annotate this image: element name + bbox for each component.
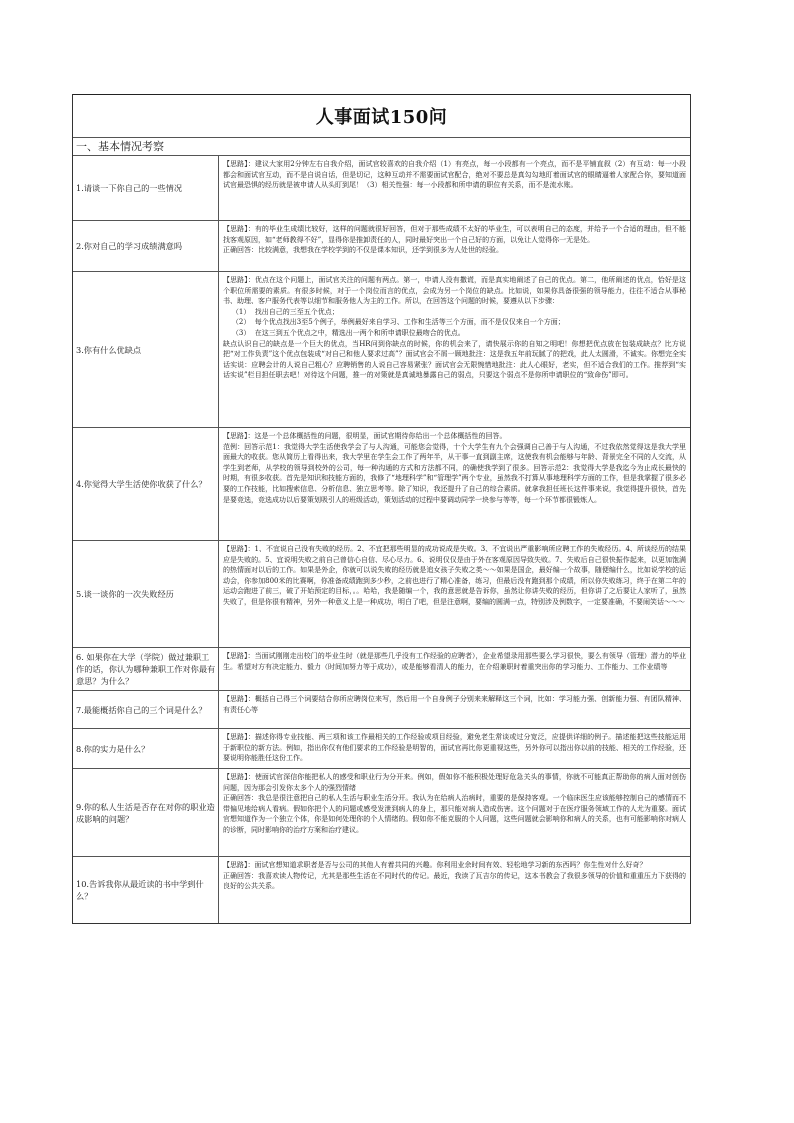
question-cell — [73, 272, 219, 427]
section-heading: 一、基本情况考察 — [73, 138, 690, 156]
qa-row — [73, 156, 690, 221]
question-text: 3.你有什么优缺点 — [76, 344, 142, 355]
answer-text: 【思路】：使面试官深信你能把私人的感受和职业行为分开来。例如，假如你不能积极处理好危急关头的事情，你就不可能真正帮助你的病人面对创伤问题，因为那会引发你太多个人的强烈情绪 正确回答：我总是很注意把自己的私人生活与职业生活分开。我认为在给病人治病时，重要的是保持客观。一个临床医生应该能够控制自己的感情而不带偏见地给病人看病。假如你把个人的问题或感受发泄到病人的身上，那只能对病人造成伤害。这个问题对于在医疗服务领域工作的人尤为重要。面试官想知道作为一个独立个体，你是如何处理你的个人情绪的。假如你不能克服的个人问题，这些问题就会影响你和病人的关系，也有可能影响你对病人的诊断，同时影响你的治疗方案和治疗建议。 — [223, 773, 686, 834]
question-cell — [73, 648, 219, 690]
question-cell — [73, 541, 219, 647]
answer-cell — [219, 428, 690, 540]
question-cell — [73, 769, 219, 856]
answer-text: 【思路】：建议大家用2分钟左右自我介绍，面试官较喜欢的自我介绍（1）有亮点，每一小段都有一个亮点，而不是平铺直叙（2）有互动：每一小段都会和面试官互动，而不是自说自话，但是切记，这种互动并不需要面试官配合，绝对不要总是真勾勾地盯着面试官的眼睛逼着人家配合你，要知道面试官最恐惧的经历就是被申请人从头盯到尾！（3）相关性强：每一小段都和所申请的职位有关系，而不是流水账。 — [223, 160, 686, 190]
question-text: 6. 如果你在大学（学院）做过兼职工作的话，你认为哪种兼职工作对你最有意思？为什么？ — [76, 652, 216, 686]
question-text: 9.你的私人生活是否存在对你的职业造成影响的问题？ — [76, 801, 215, 824]
qa-row — [73, 541, 690, 648]
answer-text: 【思路】：概括自己得三个词要结合你所应聘岗位来写，然后用一个自身例子分别来来解释这三个词，比如：学习能力强、创新能力强、有团队精神、有责任心等 — [223, 695, 686, 714]
question-cell — [73, 857, 219, 923]
question-text: 4.你觉得大学生活使你收获了什么？ — [76, 479, 207, 489]
qa-row — [73, 857, 690, 923]
question-text: 10.告诉我你从最近读的书中学到什么？ — [76, 879, 204, 901]
qa-row — [73, 428, 690, 541]
question-cell — [73, 428, 219, 540]
answer-cell — [219, 857, 690, 923]
answer-text: 【思路】：描述你得专业技能、两三项和该工作最相关的工作经验或项目经验，避免老生常谈或过分宽泛，应提供详细的例子。描述能把这些技能运用于新职位的新方法。例如，指出你仅有他们要求的工作经验是明智的，面试官再比你更重视这些，另外你可以指出你以前的技能、相关的工作经验，还要说明你能胜任这份工作。 — [223, 733, 686, 763]
answer-cell — [219, 729, 690, 768]
question-cell — [73, 221, 219, 271]
answer-cell — [219, 156, 690, 220]
qa-row — [73, 221, 690, 272]
answer-text: 【思路】：1、不宜说自己没有失败的经历。2、不宜把那些明显的成功说成是失败。3、不宜说出严重影响所应聘工作的失败经历。4、所谈经历的结果应是失败的。5、宜说明失败之前自己曾信心自信、尽心尽力。6、说明仅仅是由于外在客观原因导致失败。7、失败后自己很快振作起来，以更加饱满的热情面对以后的工作。如果是外企，你就可以说失败的经历就是追女孩子失败之类～～如果是国企，最好编一个故事，随便编什么，比如说学校的运动会，你参加800米的比赛啊，你准备成绩跑到多少秒，之前也进行了精心准备，练习，但最后没有跑到那个成绩，所以你失败练习，终于在第二年的运动会跑进了前三，破了开始预定的目标，。。哈哈，我是随编一个，我的意思就是告诉你，虽然让你讲失败的经历，但你讲了之后要让人家听了，虽然失败了，但是你很有精神，另外一种意义上是一种成功，明白了吧，但是注意啊，要编的圆满一点，特别涉及例数字，一定要准确，不要闹笑话～～～ — [223, 545, 686, 606]
question-text: 1.请谈一下你自己的一些情况 — [76, 183, 183, 193]
qa-row — [73, 691, 690, 729]
qa-row — [73, 648, 690, 691]
question-text: 2.你对自己的学习成绩满意吗 — [76, 241, 183, 251]
question-text: 7.最能概括你自己的三个词是什么？ — [76, 704, 207, 715]
interview-sheet — [72, 94, 691, 924]
question-text: 5.谈一谈你的一次失败经历 — [76, 589, 174, 599]
answer-cell — [219, 648, 690, 690]
answer-cell — [219, 541, 690, 647]
question-text: 8.你的实力是什么？ — [76, 743, 150, 754]
question-cell — [73, 156, 219, 220]
answer-text: 【思路】：有的毕业生成绩比较好，这样的问题就很好回答，但对于那些成绩不太好的毕业生，可以表明自己的态度，并给予一个合适的理由，但不能找客观原因，如“老师教得不好”，显得你是推卸责任的人，同时最好突出一个自己好的方面，以免让人觉得你一无是处。 正确回答：比较满意，我想我在学校学到的不仅是课本知识，还学到很多为人处世的经验。 — [223, 225, 686, 255]
answer-text: 【思路】：这是一个总体概括性的问题，很明显，面试官期待你给出一个总体概括性的回答。 范例：回答示范1：我觉得大学生活使我学会了与人沟通，可能您会觉得，十个大学生有九个会强调自己善于与人沟通，不过我依然觉得这是我大学里面最大的收获。您从简历上看得出来，我大学里在学生会工作了两年半，从干事一直到副主席，这使我有机会能够与年龄、背景完全不同的人交流，从学生到老师，从学校的领导到校外的公司，每一种沟通的方式和方法都不同，的确使我学到了很多。回答示范2：我觉得大学是我迄今为止成长最快的时期，有很多收获。首先是知识和技能方面的，我修了“地理科学”和“管理学”两个专业，虽然我不打算从事地理科学方面的工作，但是我掌握了很多必要的工作技能，比如搜索信息、分析信息、独立思考等。除了知识，我还提升了自己的综合素质。就拿我担任班长这件事来说，我觉得提升很快，首先是要竞选，竞选成功以后要策划吸引人的班级活动，策划活动的过程中要调动同学一块参与等等，每一个环节都很锻炼人。 — [223, 432, 686, 504]
answer-cell — [219, 272, 690, 427]
answer-cell — [219, 769, 690, 856]
answer-cell — [219, 691, 690, 728]
document-title: 人事面试150问 — [73, 94, 690, 138]
qa-row — [73, 272, 690, 428]
answer-text: 【思路】：面试官想知道求职者是否与公司的其他人有着共同的兴趣。你利用业余时间有效、轻松地学习新的东西吗？你生性对什么好奇？ 正确回答：我喜欢读人物传记，尤其是那些生活在不同时代的传记。最近，我读了瓦吉尔的传记，这本书教会了我很多领导的价值和重重压力下获得的良好的公共关系。 — [223, 861, 686, 891]
answer-text: 【思路】：优点在这个问题上，面试官关注的问题有两点。第一，申请人没有撒谎，而是真实地阐述了自己的优点。第二，他所阐述的优点，恰好是这个职位所需要的素质。有很多时候，对于一个岗位而言的优点，会成为另一个岗位的缺点。比如说，如果你具备很强的领导能力，往往不适合从事秘书、助理、客户服务代表等以细节和服务他人为主的工作。所以，在回答这个问题的时候，要遵从以下步骤： （1） 找出自己的三至五个优点； （2） 每个优点找出3至5个例子，举例最好来自学习、工作和生活等三个方面，而不是仅仅来自一个方面； （3） 在这三到五个优点之中，精选出一两个和所申请职位最吻合的优点。 缺点认识自己的缺点是一个巨大的优点，当HR问到你缺点的时候，你的机会来了，请快展示你的自知之明吧！你想把优点放在包装成缺点？比方说把“对工作负责”这个优点包装成“对自己和他人要求过高”？面试官会不屑一顾地批注：这是我五年前玩腻了的把戏，此人太圆滑，不诚实。你想完全实话实说：应聘会计的人说自己粗心？应聘销售的人说自己容易紧张？面试官会无限惋惜地批注：此人心眼好，老实，但不适合我们的工作。推荐到“实话实说”栏目担任职去吧！对待这个问题，推一的对策就是真诚地暴露自己的弱点，只要这个弱点不是你所申请职位的“致命伤”即可。 — [223, 276, 686, 380]
question-cell — [73, 729, 219, 768]
answer-text: 【思路】：当面试刚刚走出校门的毕业生时（就是那些几乎没有工作经验的应聘者），企业希望录用那些要么学习很快，要么有领导（管理）潜力的毕业生。希望对方有决定能力、毅力（时间加努力等于成功），或是能够看清人的能力，在介绍兼职时着重突出你的学习能力、工作能力、工作业绩等 — [223, 652, 686, 671]
question-cell — [73, 691, 219, 728]
qa-row — [73, 729, 690, 769]
answer-cell — [219, 221, 690, 271]
qa-row — [73, 769, 690, 857]
